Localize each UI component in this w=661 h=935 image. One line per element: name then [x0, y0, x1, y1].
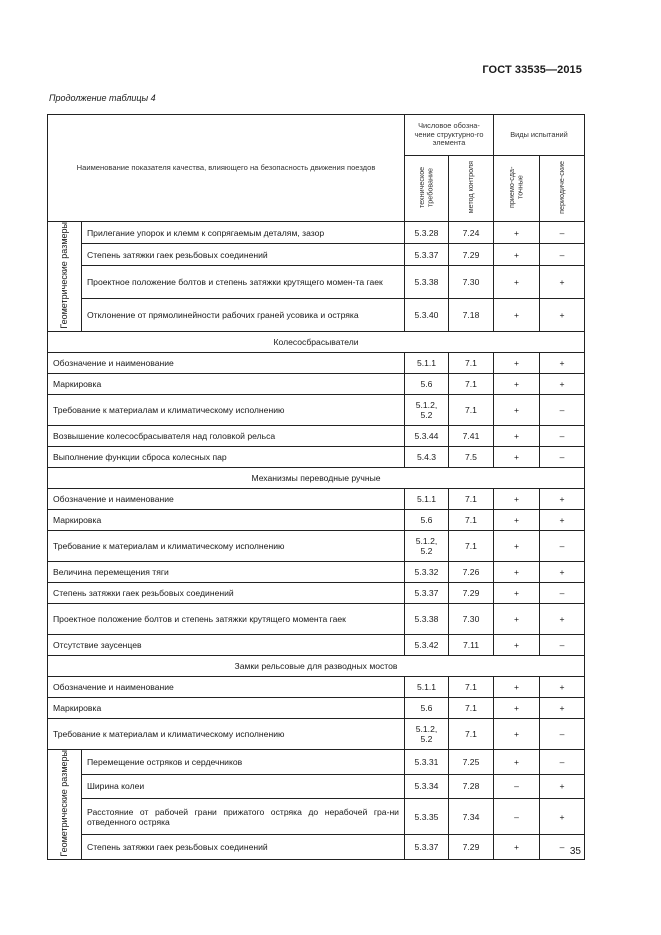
table-cell: 5.3.38: [405, 266, 449, 299]
table-row: [48, 425, 585, 446]
table-row: [48, 394, 585, 425]
table-cell: 5.1.1: [405, 352, 449, 373]
table-cell: 7.1: [449, 509, 494, 530]
table-cell: 7.26: [449, 561, 494, 582]
table-cell: +: [494, 697, 540, 718]
table-cell: –: [540, 582, 585, 603]
table-cell: –: [540, 425, 585, 446]
table-cell: 5.6: [405, 509, 449, 530]
table-row: [48, 222, 585, 244]
table-row: [48, 603, 585, 634]
table-cell: 5.6: [405, 697, 449, 718]
table-cell: +: [494, 425, 540, 446]
table-row: [48, 244, 585, 266]
table-cell: +: [540, 352, 585, 373]
table-cell: +: [494, 676, 540, 697]
table-cell: –: [540, 835, 585, 860]
table-row: [48, 352, 585, 373]
table-cell: 5.3.37: [405, 582, 449, 603]
table-cell: 7.30: [449, 266, 494, 299]
table-cell: +: [540, 799, 585, 835]
table-cell: +: [540, 676, 585, 697]
table-cell: Требование к материалам и климатическому исполнению: [48, 530, 405, 561]
table-cell: 5.1.2, 5.2: [405, 530, 449, 561]
table-cell: 7.29: [449, 582, 494, 603]
header-technical-requirement: техническое требование: [417, 166, 435, 209]
table-cell: [494, 156, 540, 222]
table-cell: +: [494, 352, 540, 373]
table-cell: 7.1: [449, 394, 494, 425]
table-row: [48, 634, 585, 655]
table-cell: 7.34: [449, 799, 494, 835]
table-cell: Расстояние от рабочей грани прижатого остряка до нерабочей гра-ни отведенного остряка: [82, 799, 405, 835]
table-cell: +: [494, 718, 540, 749]
table-cell: Перемещение остряков и сердечников: [82, 749, 405, 774]
table-cell: Проектное положение болтов и степень затяжки крутящего момен-та гаек: [82, 266, 405, 299]
table-cell: +: [494, 603, 540, 634]
table-cell: Степень затяжки гаек резьбовых соединений: [82, 244, 405, 266]
table-cell: –: [494, 774, 540, 799]
table-cell: +: [540, 603, 585, 634]
table-cell: 7.1: [449, 676, 494, 697]
table-cell: 5.1.2, 5.2: [405, 394, 449, 425]
table-cell: –: [540, 446, 585, 467]
table-cell: –: [540, 634, 585, 655]
table-cell: Маркировка: [48, 509, 405, 530]
table-cell: 5.3.38: [405, 603, 449, 634]
table-cell: Маркировка: [48, 373, 405, 394]
table-cell: +: [494, 222, 540, 244]
table-cell: +: [540, 488, 585, 509]
table-cell: +: [494, 266, 540, 299]
table-cell: Обозначение и наименование: [48, 676, 405, 697]
table-cell: 7.28: [449, 774, 494, 799]
table-cell: 5.6: [405, 373, 449, 394]
table-row: [48, 530, 585, 561]
row-group-label: Геометрические размеры: [48, 222, 82, 332]
table-cell: Отсутствие заусенцев: [48, 634, 405, 655]
table-cell: 5.3.31: [405, 749, 449, 774]
table-cell: [449, 156, 494, 222]
table-cell: Ширина колеи: [82, 774, 405, 799]
table-cell: +: [494, 749, 540, 774]
table-cell: +: [494, 561, 540, 582]
table-cell: 7.5: [449, 446, 494, 467]
table-cell: Возвышение колесосбрасывателя над головкой рельса: [48, 425, 405, 446]
table-row: [48, 676, 585, 697]
table-cell: Обозначение и наименование: [48, 488, 405, 509]
table-cell: +: [540, 561, 585, 582]
section-title: Колесосбрасыватели: [48, 331, 585, 352]
table-cell: Маркировка: [48, 697, 405, 718]
table-cell: +: [494, 582, 540, 603]
table-cell: –: [540, 244, 585, 266]
table-cell: 7.1: [449, 697, 494, 718]
table-cell: 5.3.35: [405, 799, 449, 835]
section-row: [48, 467, 585, 488]
table-cell: 5.3.34: [405, 774, 449, 799]
table-cell: –: [540, 394, 585, 425]
table-cell: –: [540, 222, 585, 244]
table-cell: 7.1: [449, 718, 494, 749]
header-periodic-tests: периодиче-ские: [556, 161, 566, 214]
table-cell: Требование к материалам и климатическому исполнению: [48, 718, 405, 749]
table-cell: Проектное положение болтов и степень затяжки крутящего момента гаек: [48, 603, 405, 634]
table-cell: +: [494, 835, 540, 860]
table-cell: 7.29: [449, 244, 494, 266]
table-row: [48, 488, 585, 509]
table-cell: +: [494, 373, 540, 394]
table-cell: 5.3.40: [405, 299, 449, 332]
table-row: [48, 509, 585, 530]
table-row: [48, 799, 585, 835]
header-numeric-designation: Числовое обозна-чение структурно-го элемента: [405, 115, 494, 156]
table-cell: 5.1.2, 5.2: [405, 718, 449, 749]
table-cell: Прилегание упорок и клемм к сопрягаемым деталям, зазор: [82, 222, 405, 244]
section-row: [48, 331, 585, 352]
table-cell: 7.25: [449, 749, 494, 774]
table-cell: –: [494, 799, 540, 835]
table-cell: 5.3.28: [405, 222, 449, 244]
table-row: [48, 561, 585, 582]
table-cell: 5.1.1: [405, 676, 449, 697]
section-title: Механизмы переводные ручные: [48, 467, 585, 488]
table-row: [48, 718, 585, 749]
table-cell: Обозначение и наименование: [48, 352, 405, 373]
table-row: [48, 446, 585, 467]
table-cell: Отклонение от прямолинейности рабочих граней усовика и остряка: [82, 299, 405, 332]
table-cell: +: [494, 509, 540, 530]
table-cell: 7.1: [449, 373, 494, 394]
table-cell: 7.1: [449, 530, 494, 561]
table-cell: 5.4.3: [405, 446, 449, 467]
table-cell: +: [540, 299, 585, 332]
table-row: [48, 582, 585, 603]
table-cell: +: [540, 266, 585, 299]
table-header-row: [48, 115, 585, 156]
table-cell: [405, 156, 449, 222]
table-cell: +: [494, 244, 540, 266]
table-cell: [540, 156, 585, 222]
table-cell: +: [540, 509, 585, 530]
page-number: 35: [569, 846, 581, 857]
table-cell: 5.3.32: [405, 561, 449, 582]
table-cell: –: [540, 749, 585, 774]
table-row: [48, 299, 585, 332]
header-indicator-name: Наименование показателя качества, влияющего на безопасность движения поездов: [48, 115, 405, 222]
section-row: [48, 655, 585, 676]
table-cell: 7.41: [449, 425, 494, 446]
table-row: [48, 835, 585, 860]
table-cell: –: [540, 718, 585, 749]
row-group-label: Геометрические размеры: [48, 749, 82, 859]
table-cell: Выполнение функции сброса колесных пар: [48, 446, 405, 467]
table-cell: +: [494, 634, 540, 655]
table-row: [48, 697, 585, 718]
table-cell: –: [540, 530, 585, 561]
table-row: [48, 774, 585, 799]
standard-number: ГОСТ 33535—2015: [482, 64, 582, 76]
table-cell: +: [494, 299, 540, 332]
table-cell: 5.1.1: [405, 488, 449, 509]
table-cell: +: [494, 530, 540, 561]
table-continuation-caption: Продолжение таблицы 4: [49, 93, 156, 103]
table-cell: +: [494, 488, 540, 509]
table-cell: Степень затяжки гаек резьбовых соединений: [82, 835, 405, 860]
table-cell: 7.1: [449, 488, 494, 509]
table-cell: 7.29: [449, 835, 494, 860]
quality-indicators-table: [47, 114, 585, 860]
table-cell: Степень затяжки гаек резьбовых соединений: [48, 582, 405, 603]
table-cell: 5.3.44: [405, 425, 449, 446]
table-cell: Величина перемещения тяги: [48, 561, 405, 582]
table-cell: 5.3.37: [405, 835, 449, 860]
table-cell: +: [494, 446, 540, 467]
table-cell: +: [540, 697, 585, 718]
table-cell: Требование к материалам и климатическому исполнению: [48, 394, 405, 425]
table-row: [48, 373, 585, 394]
header-acceptance-tests: приемо-сда-точные: [507, 166, 525, 209]
section-title: Замки рельсовые для разводных мостов: [48, 655, 585, 676]
table-cell: 7.1: [449, 352, 494, 373]
table-cell: 7.11: [449, 634, 494, 655]
table-cell: +: [540, 774, 585, 799]
header-control-method: метод контроля: [465, 161, 475, 214]
table-cell: +: [494, 394, 540, 425]
table-cell: 5.3.37: [405, 244, 449, 266]
header-test-types: Виды испытаний: [494, 115, 585, 156]
table-cell: 7.18: [449, 299, 494, 332]
table-cell: 7.30: [449, 603, 494, 634]
table-cell: 7.24: [449, 222, 494, 244]
table-cell: +: [540, 373, 585, 394]
table-row: [48, 749, 585, 774]
table-row: [48, 266, 585, 299]
table-cell: 5.3.42: [405, 634, 449, 655]
